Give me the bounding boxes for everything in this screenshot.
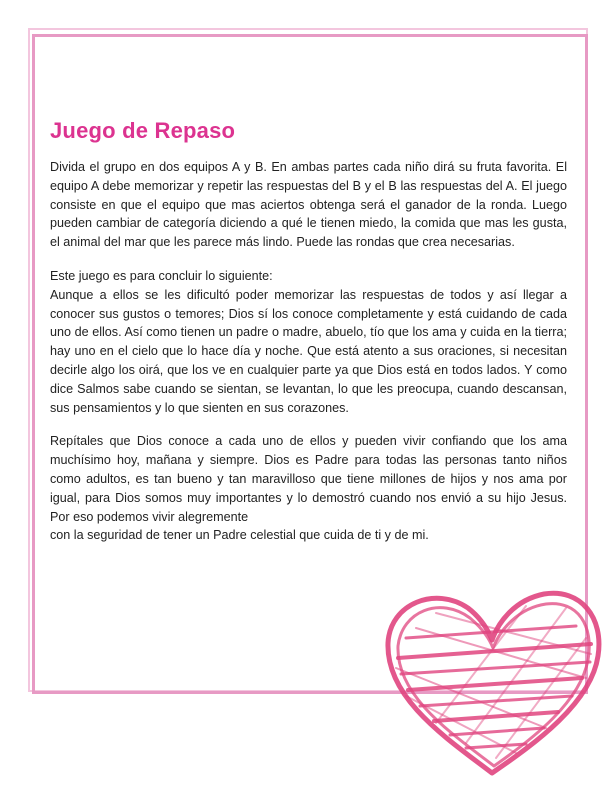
paragraph-repeat-last: con la seguridad de tener un Padre celestial que cuida de ti y de mi. (50, 528, 429, 543)
scribbled-heart-icon (376, 578, 608, 783)
paragraph-repeat (50, 432, 567, 545)
paragraph-conclusion-lead: Este juego es para concluir lo siguiente: (50, 268, 273, 283)
paragraph-instructions: Divida el grupo en dos equipos A y B. En ambas partes cada niño dirá su fruta favorita. El equipo A debe memorizar y repetir las respuestas del B y el B las respuestas del A. El juego consiste en que el equipo que mas aciertos obtenga será el ganador de la ronda. Luego pueden cambiar de categoría diciendo a qué le tienen miedo, la comida que mas les gusta, el animal del mar que les parece más lindo. Puede las rondas que crea necesarias. (50, 160, 567, 250)
page-content (50, 118, 567, 560)
paragraph-conclusion (50, 267, 567, 417)
page-title: Juego de Repaso (50, 118, 236, 143)
paragraph-conclusion-body: Aunque a ellos se les dificultó poder memorizar las respuestas de todos y así llegar a conocer sus gustos o temores; Dios sí los conoce completamente y está cuidando de cada uno de ellos. Así como tienen un padre o madre, abuelo, tío que los ama y cuida en la tierra; hay uno en el cielo que lo hace día y noche. Que está atento a sus oraciones, si necesitan decirle algo los oirá, que los ve en cualquier parte ya que Dios está en todos lados. Y como dice Salmos sabe cuando se sientan, se levantan, lo que les preocupa, cuando descansan, sus pensamientos y lo que sienten en sus corazones. (50, 287, 567, 415)
paragraph-repeat-body: Repítales que Dios conoce a cada uno de ellos y pueden vivir confiando que los ama muchísimo hoy, mañana y siempre. Dios es Padre para todas las personas tanto niños como adultos, es tan bueno y tan maravilloso que tiene millones de hijos y nos ama por igual, para Dios somos muy importantes y lo demostró cuando nos envió a su hijo Jesus. Por eso podemos vivir alegremente (50, 434, 567, 524)
